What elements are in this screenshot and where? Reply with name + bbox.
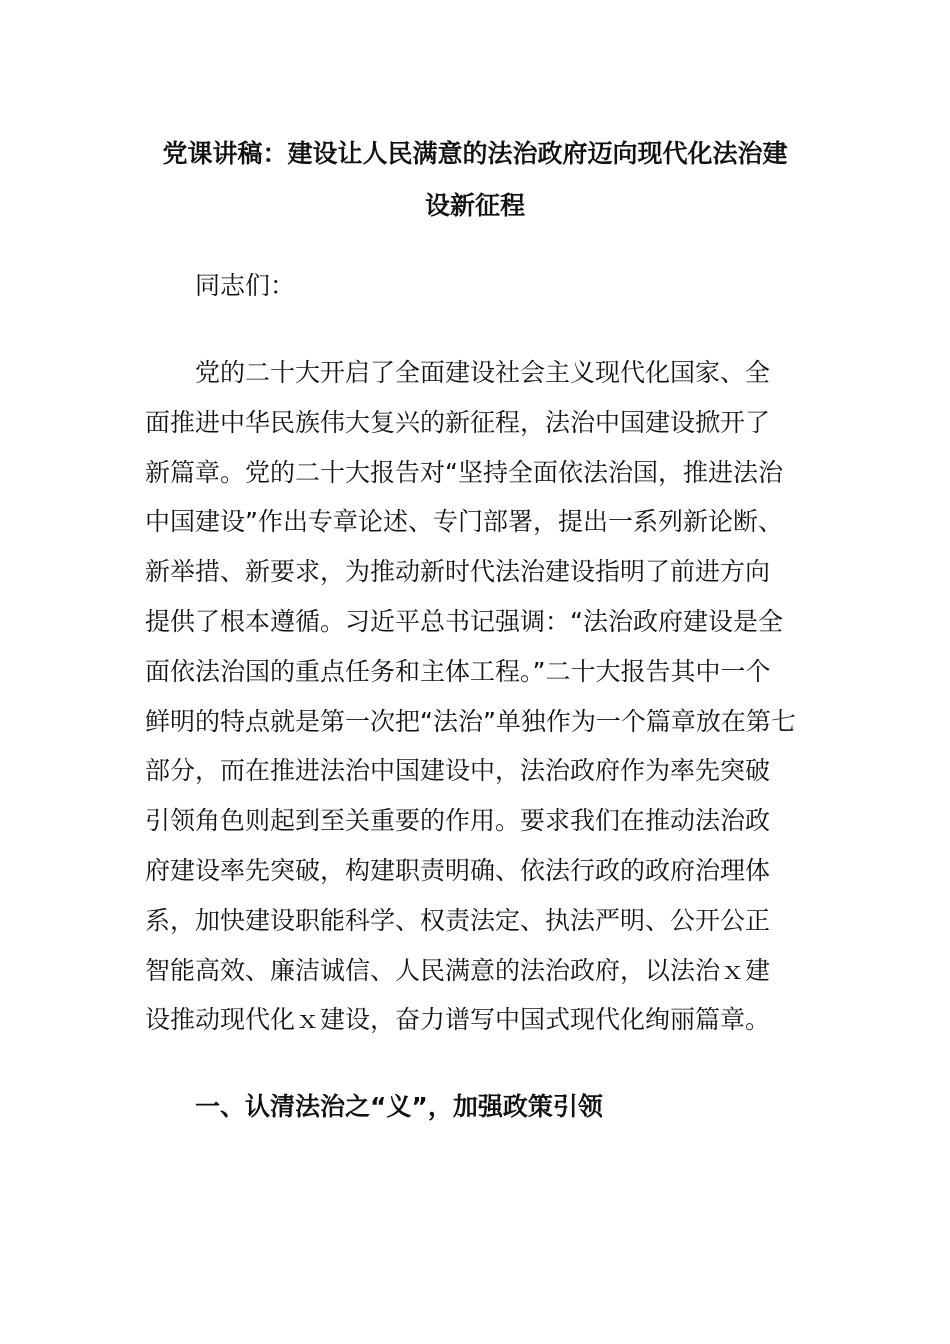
paragraph-line: 部分，而在推进法治中国建设中，法治政府作为率先突破 xyxy=(145,756,771,786)
title-line: 党课讲稿：建设让人民满意的法治政府迈向现代化法治建 xyxy=(162,139,788,168)
paragraph-line: 府建设率先突破，构建职责明确、依法行政的政府治理体 xyxy=(145,855,771,885)
paragraph-line: 新篇章。党的二十大报告对“坚持全面依法治国，推进法治 xyxy=(145,457,783,487)
body-paragraph xyxy=(145,353,815,1050)
paragraph-line: 设推动现代化ｘ建设，奋力谱写中国式现代化绚丽篇章。 xyxy=(145,1005,771,1035)
paragraph-line: 中国建设”作出专章论述、专门部署，提出一系列新论断、 xyxy=(145,507,783,537)
document-title xyxy=(145,128,805,232)
paragraph-line: 面依法治国的重点任务和主体工程。”二十大报告其中一个 xyxy=(145,656,771,686)
paragraph-line: 新举措、新要求，为推动新时代法治建设指明了前进方向 xyxy=(145,557,771,587)
paragraph-line: 引领角色则起到至关重要的作用。要求我们在推动法治政 xyxy=(145,806,771,836)
paragraph-line: 智能高效、廉洁诚信、人民满意的法治政府，以法治ｘ建 xyxy=(145,955,771,985)
paragraph-line: 党的二十大开启了全面建设社会主义现代化国家、全 xyxy=(195,358,771,387)
section-heading: 一、认清法治之“义”，加强政策引领 xyxy=(195,1092,603,1121)
paragraph-line: 提供了根本遵循。习近平总书记强调：“法治政府建设是全 xyxy=(145,606,783,636)
paragraph-line: 系，加快建设职能科学、权责法定、执法严明、公开公正 xyxy=(145,905,771,935)
salutation: 同志们： xyxy=(195,271,296,300)
paragraph-line: 面推进中华民族伟大复兴的新征程，法治中国建设掀开了 xyxy=(145,407,771,437)
title-line: 设新征程 xyxy=(424,191,525,220)
paragraph-line: 鲜明的特点就是第一次把“法治”单独作为一个篇章放在第七 xyxy=(145,706,796,736)
